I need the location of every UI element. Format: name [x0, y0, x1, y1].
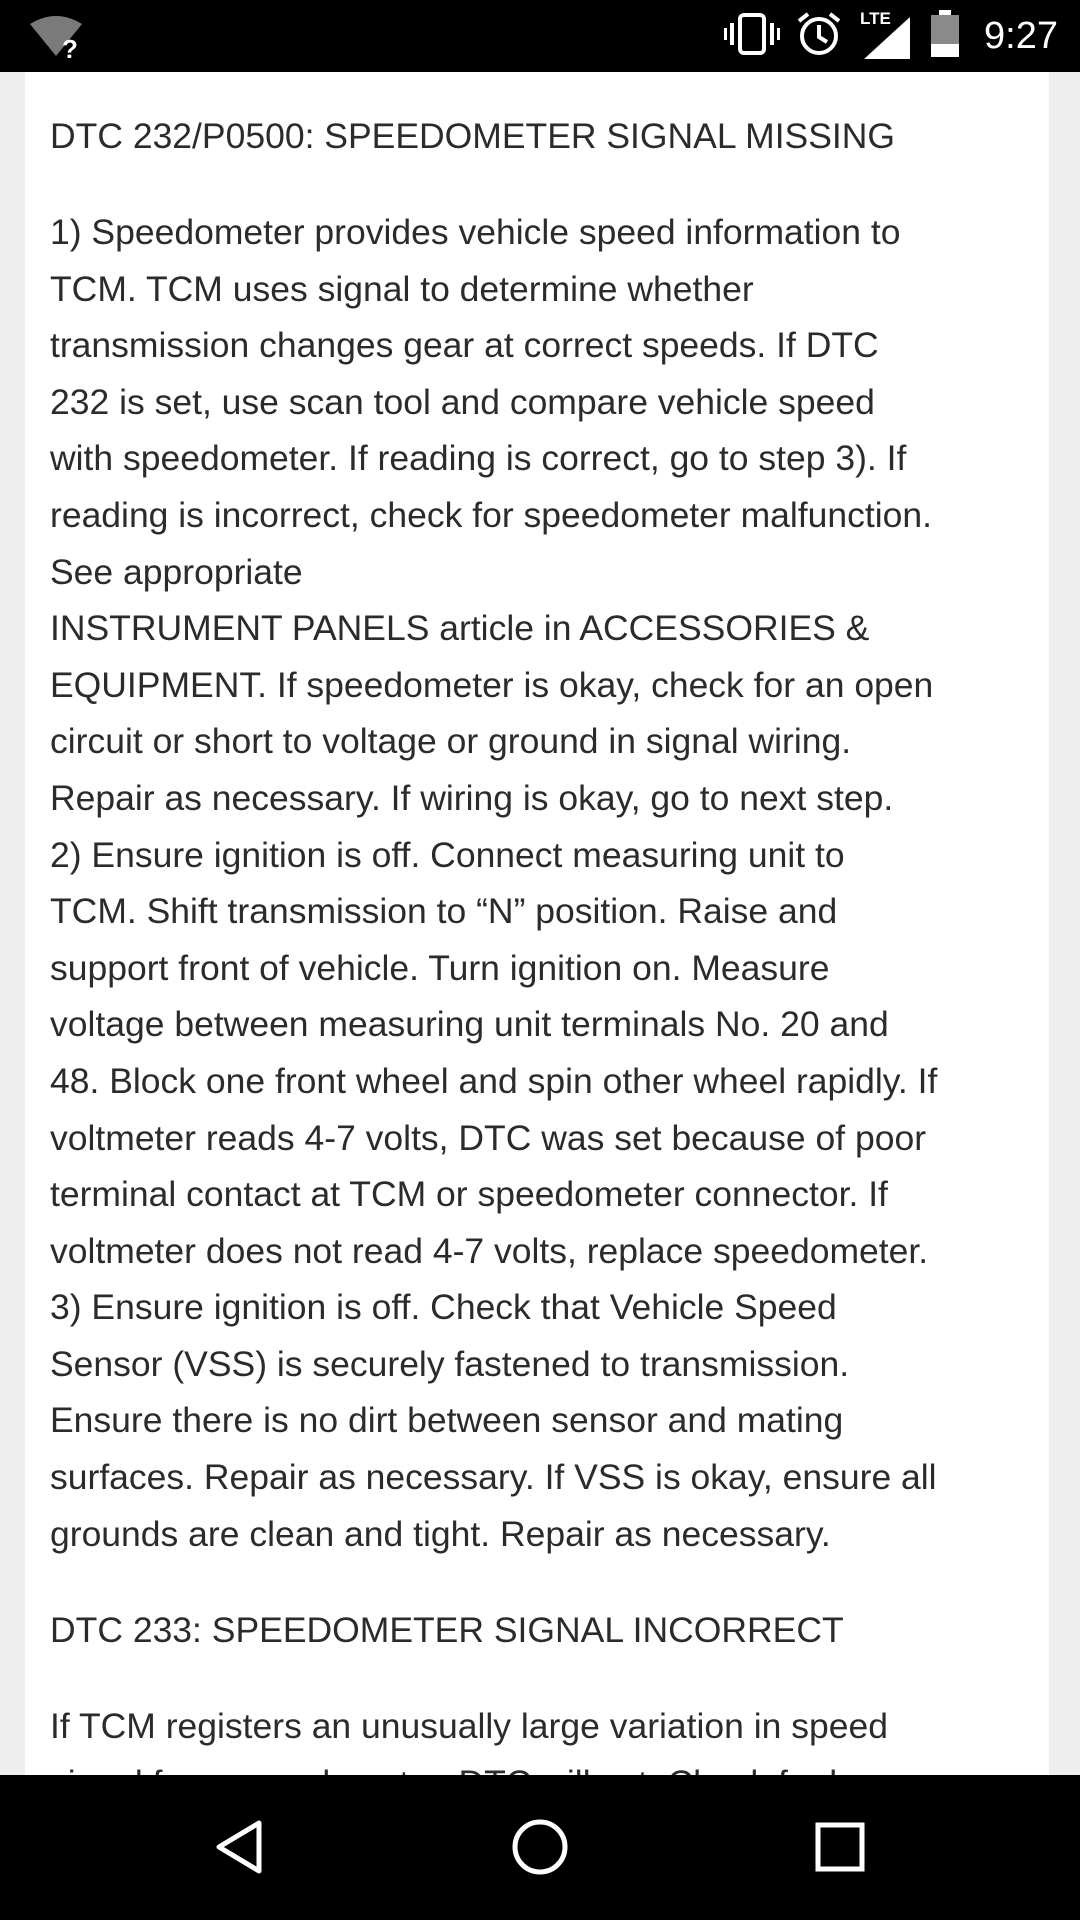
wifi-status-symbol: ? [62, 34, 78, 64]
back-button[interactable] [191, 1797, 291, 1897]
vibrate-icon [724, 11, 780, 62]
article-content [50, 108, 1040, 1811]
lte-label: LTE [860, 9, 891, 28]
text-line: Sensor (VSS) is securely fastened to transmission. [50, 1343, 850, 1384]
text-line: 3) Ensure ignition is off. Check that Vehicle Speed [50, 1287, 837, 1328]
back-icon [211, 1817, 271, 1877]
recents-icon [810, 1817, 870, 1877]
text-line: voltmeter reads 4-7 volts, DTC was set because of poor [50, 1117, 927, 1158]
text-line: support front of vehicle. Turn ignition on. Measure [50, 947, 830, 988]
text-line: grounds are clean and tight. Repair as necessary. [50, 1513, 831, 1554]
text-line: If TCM registers an unusually large variation in speed [50, 1706, 888, 1747]
text-line: 232 is set, use scan tool and compare vehicle speed [50, 381, 875, 422]
text-line: INSTRUMENT PANELS article in ACCESSORIES & [50, 608, 870, 649]
home-button[interactable] [490, 1797, 590, 1897]
wifi-no-internet-icon [28, 14, 84, 64]
text-line: surfaces. Repair as necessary. If VSS is okay, ensure all [50, 1457, 937, 1498]
alarm-icon [796, 11, 842, 62]
recents-button[interactable] [790, 1797, 890, 1897]
status-icons [724, 0, 1058, 72]
text-line: Ensure there is no dirt between sensor and mating [50, 1400, 844, 1441]
text-line: circuit or short to voltage or ground in signal wiring. [50, 721, 852, 762]
section-heading: DTC 233: SPEEDOMETER SIGNAL INCORRECT [50, 1610, 844, 1651]
text-line: transmission changes gear at correct speeds. If DTC [50, 325, 879, 366]
page-background[interactable] [0, 72, 1080, 1775]
text-line: TCM. TCM uses signal to determine whether [50, 268, 754, 309]
battery-icon [930, 10, 960, 63]
text-line: with speedometer. If reading is correct, go to step 3). If [50, 438, 907, 479]
clock: 9:27 [984, 14, 1058, 57]
text-line: terminal contact at TCM or speedometer connector. If [50, 1174, 888, 1215]
status-bar [0, 0, 1080, 72]
article-card [25, 72, 1049, 1775]
section-body [50, 204, 1040, 1562]
text-line: 2) Ensure ignition is off. Connect measuring unit to [50, 834, 845, 875]
text-line: TCM. Shift transmission to “N” position. Raise and [50, 891, 838, 932]
spacer [50, 1658, 1040, 1698]
text-line: Repair as necessary. If wiring is okay, go to next step. [50, 777, 894, 818]
text-line: voltmeter does not read 4-7 volts, replace speedometer. [50, 1230, 929, 1271]
text-line: See appropriate [50, 551, 303, 592]
spacer [50, 1562, 1040, 1602]
lte-signal-icon [858, 11, 914, 61]
text-line: EQUIPMENT. If speedometer is okay, check for an open [50, 664, 934, 705]
text-line: 1) Speedometer provides vehicle speed information to [50, 212, 901, 252]
text-line: reading is incorrect, check for speedometer malfunction. [50, 494, 933, 535]
navigation-bar [0, 1775, 1080, 1920]
text-line: voltage between measuring unit terminals No. 20 and [50, 1004, 889, 1045]
text-line: 48. Block one front wheel and spin other wheel rapidly. If [50, 1060, 938, 1101]
section-heading: DTC 232/P0500: SPEEDOMETER SIGNAL MISSING [50, 116, 896, 156]
spacer [50, 164, 1040, 204]
home-icon [510, 1817, 570, 1877]
